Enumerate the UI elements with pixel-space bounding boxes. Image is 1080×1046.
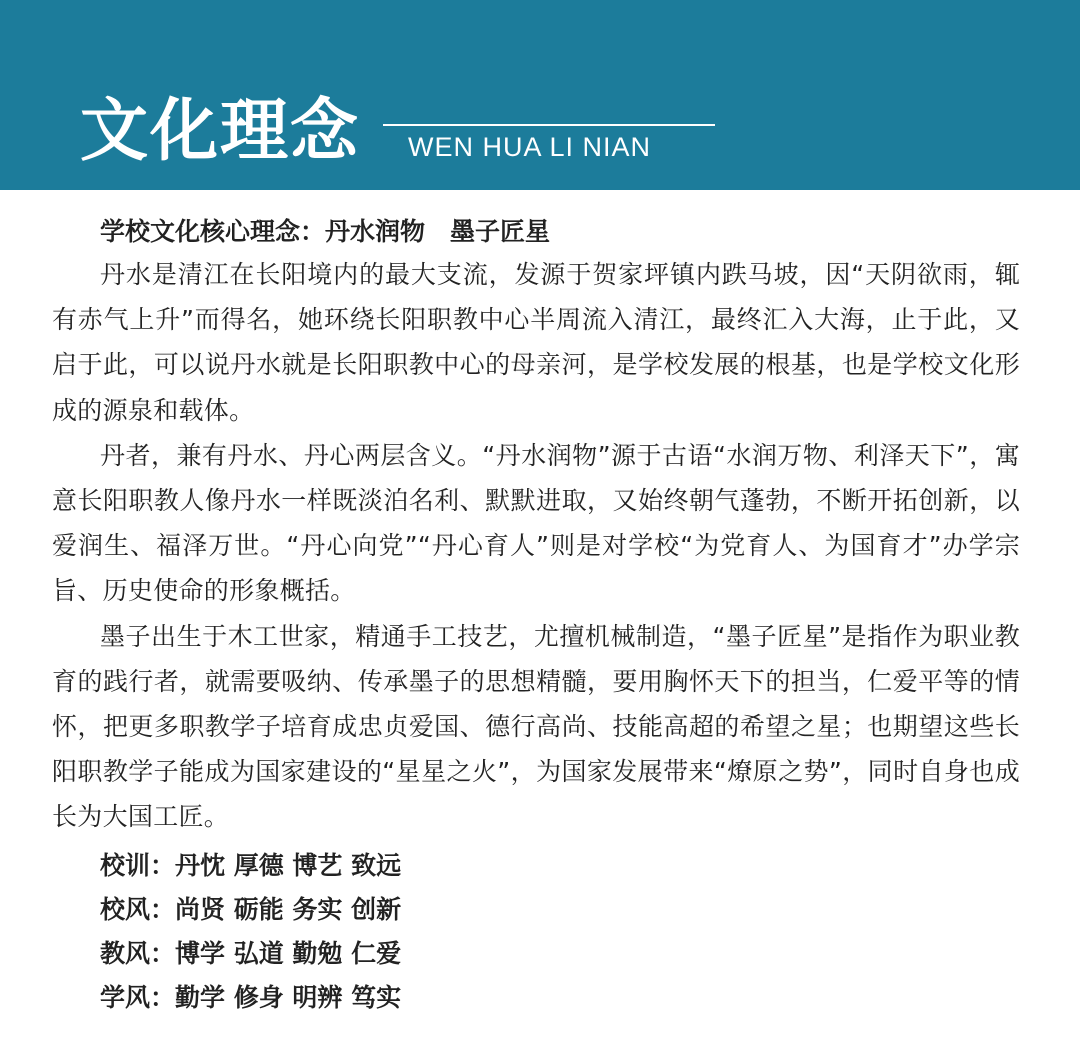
page-title: 文化理念 bbox=[80, 92, 361, 171]
paragraph-danshui: 丹水是清江在长阳境内的最大支流，发源于贺家坪镇内跌马坡，因“天阴欲雨，辄有赤气上升”而得名，她环绕长阳职教中心半周流入清江，最终汇入大海，止于此，又启于此，可以说丹水就是长阳职教中心的母亲河，是学校发展的根基，也是学校文化形成的源泉和载体。 bbox=[52, 260, 1020, 425]
core-concept-heading: 学校文化核心理念：丹水润物 墨子匠星 bbox=[100, 217, 551, 246]
motto-teaching-style: 教风：博学 弘道 勤勉 仁爱 bbox=[100, 938, 402, 968]
motto-school-ethos: 校风：尚贤 砺能 务实 创新 bbox=[100, 894, 402, 924]
motto-list bbox=[100, 844, 1020, 1020]
paragraph-mozi: 墨子出生于木工世家，精通手工技艺，尤擅机械制造，“墨子匠星”是指作为职业教育的践行者，就需要吸纳、传承墨子的思想精髓，要用胸怀天下的担当，仁爱平等的情怀，把更多职教学子培育成忠贞爱国、德行高尚、技能高超的希望之星；也期望这些长阳职教学子能成为国家建设的“星星之火”，为国家发展带来“燎原之势”，同时自身也成长为大国工匠。 bbox=[52, 621, 1020, 832]
motto-school-motto: 校训：丹忱 厚德 博艺 致远 bbox=[100, 850, 402, 880]
header-banner bbox=[0, 0, 1080, 190]
page-subtitle-pinyin: WEN HUA LI NIAN bbox=[408, 132, 652, 162]
paragraph-danzhe: 丹者，兼有丹水、丹心两层含义。“丹水润物”源于古语“水润万物、利泽天下”，寓意长阳职教人像丹水一样既淡泊名利、默默进取，又始终朝气蓬勃，不断开拓创新，以爱润生、福泽万世。“丹心向党”“丹心育人”则是对学校“为党育人、为国育才”办学宗旨、历史使命的形象概括。 bbox=[52, 440, 1020, 606]
title-divider-line bbox=[383, 124, 715, 126]
article-body bbox=[52, 212, 1020, 1020]
motto-study-style: 学风：勤学 修身 明辨 笃实 bbox=[100, 982, 402, 1012]
